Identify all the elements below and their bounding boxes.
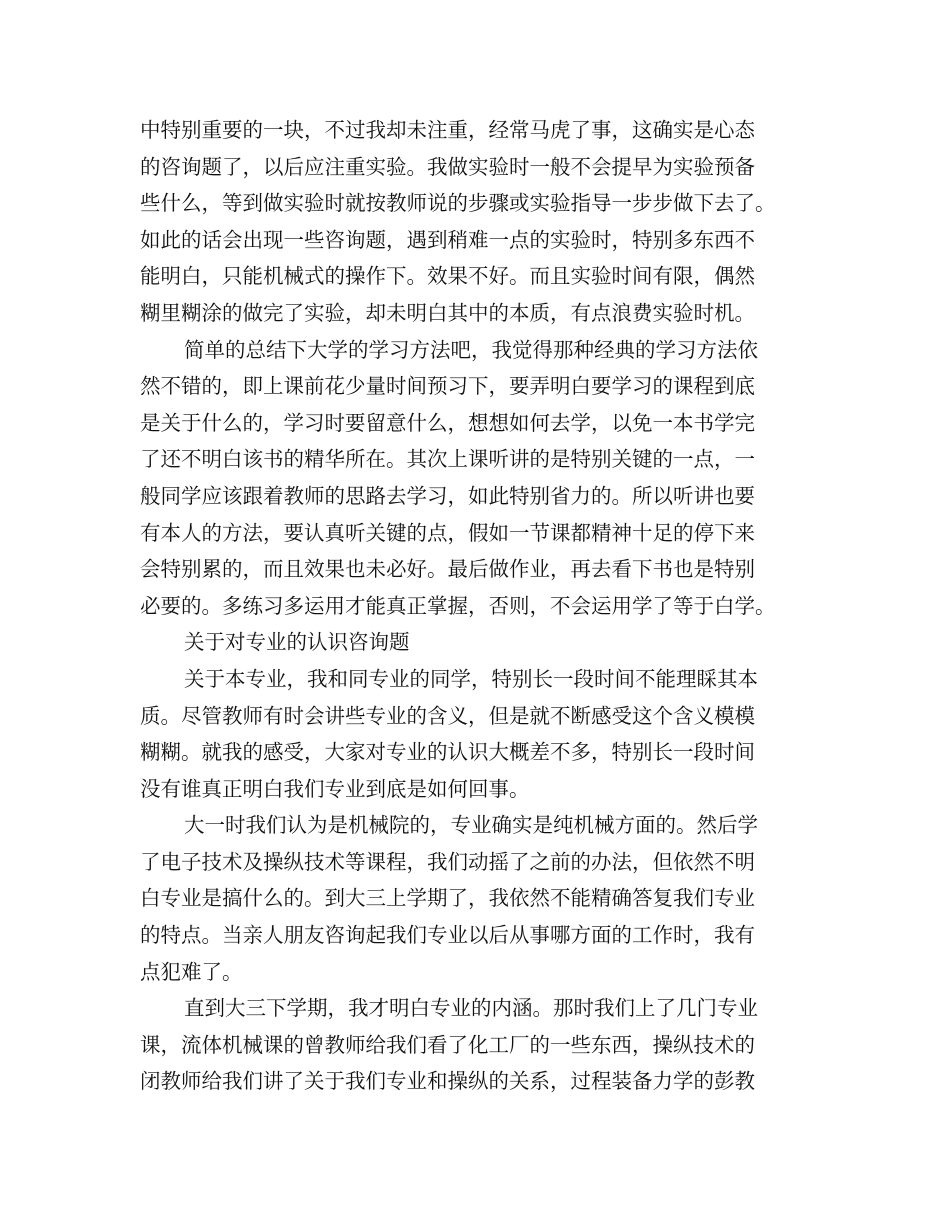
text-line: 大一时我们认为是机械院的，专业确实是纯机械方面的。然后学	[184, 813, 758, 838]
text-line: 必要的。多练习多运用才能真正掌握，否则，不会运用学了等于白学。	[140, 593, 776, 618]
text-line: 中特别重要的一块，不过我却未注重，经常马虎了事，这确实是心态	[140, 118, 755, 142]
text-line: 直到大三下学期，我才明白专业的内涵。那时我们上了几门专业	[184, 996, 758, 1021]
text-line: 有本人的方法，要认真听关键的点，假如一节课都精神十足的停下来	[140, 520, 755, 545]
text-line: 会特别累的，而且效果也未必好。最后做作业，再去看下书也是特别	[140, 557, 755, 582]
text-line: 是关于什么的，学习时要留意什么，想想如何去学，以免一本书学完	[140, 410, 755, 435]
text-line: 质。尽管教师有时会讲些专业的含义，但是就不断感受这个含义模模	[140, 703, 755, 728]
text-line: 白专业是搞什么的。到大三上学期了，我依然不能精确答复我们专业	[140, 886, 755, 911]
text-line: 糊里糊涂的做完了实验，却未明白其中的本质，有点浪费实验时机。	[140, 300, 755, 325]
text-line: 了还不明白该书的精华所在。其次上课听讲的是特别关键的一点，一	[140, 447, 755, 472]
text-line: 然不错的，即上课前花少量时间预习下，要弄明白要学习的课程到底	[140, 374, 755, 399]
text-line: 般同学应该跟着教师的思路去学习，如此特别省力的。所以听讲也要	[140, 483, 755, 508]
text-line: 的特点。当亲人朋友咨询起我们专业以后从事哪方面的工作时，我有	[140, 923, 755, 948]
text-line: 些什么，等到做实验时就按教师说的步骤或实验指导一步步做下去了。	[140, 191, 776, 216]
text-line: 简单的总结下大学的学习方法吧，我觉得那种经典的学习方法依	[184, 337, 758, 362]
body-text	[140, 112, 830, 1100]
text-line: 闭教师给我们讲了关于我们专业和操纵的关系，过程装备力学的彭教	[140, 1069, 755, 1094]
text-line: 了电子技术及操纵技术等课程，我们动摇了之前的办法，但依然不明	[140, 849, 755, 874]
text-line: 能明白，只能机械式的操作下。效果不好。而且实验时间有限，偶然	[140, 264, 755, 289]
text-line: 糊糊。就我的感受，大家对专业的认识大概差不多，特别长一段时间	[140, 740, 755, 765]
text-line: 的咨询题了，以后应注重实验。我做实验时一般不会提早为实验预备	[140, 154, 755, 179]
text-line: 没有谁真正明白我们专业到底是如何回事。	[140, 776, 530, 801]
text-line: 课，流体机械课的曾教师给我们看了化工厂的一些东西，操纵技术的	[140, 1032, 755, 1057]
text-line: 如此的话会出现一些咨询题，遇到稍难一点的实验时，特别多东西不	[140, 227, 755, 252]
text-line: 点犯难了。	[140, 959, 243, 984]
text-line: 关于本专业，我和同专业的同学，特别长一段时间不能理睬其本	[184, 666, 758, 691]
text-line: 关于对专业的认识咨询题	[184, 630, 410, 655]
